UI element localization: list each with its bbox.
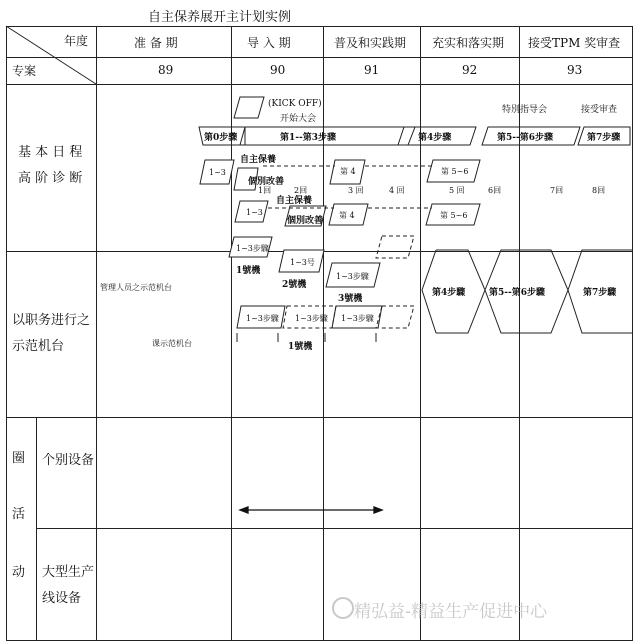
- row-label-basic-schedule: 基 本 日 程: [18, 145, 83, 160]
- self-maintenance-label-2: 自主保養: [276, 196, 313, 206]
- section-demo-machine-label: 课示范机台: [152, 339, 192, 348]
- machine-no3-label: 3號機: [338, 294, 363, 304]
- round-1: 1回: [258, 186, 272, 195]
- self-maintenance-label: 自主保養: [240, 155, 277, 165]
- section-step-1-3-b: 1~3步驟: [295, 314, 328, 323]
- step-5-6-label: 第5-‐第6步骤: [497, 133, 553, 143]
- section-step-1-3-c: 1~3步驟: [341, 314, 374, 323]
- individual-improvement-label-2: 個別改善: [287, 216, 324, 226]
- page-title: 自主保养展开主计划实例: [148, 10, 292, 25]
- demo-step-4-label: 第4步驟: [432, 288, 466, 298]
- demo-step-5-6-label: 第5-‐第6步驟: [489, 288, 545, 298]
- phase-intro: 导 入 期: [247, 36, 291, 50]
- machine-no1-label: 1號機: [236, 266, 261, 276]
- demo-step-1-3-box: 1~3步驟: [236, 244, 269, 253]
- year-header-label: 年度: [64, 34, 89, 48]
- year-92: 92: [462, 63, 478, 77]
- row-label-top-diagnosis: 高 阶 诊 断: [18, 171, 83, 186]
- year-89: 89: [158, 63, 174, 77]
- demo-step-1-3-box-2: 1~3步驟: [336, 272, 369, 281]
- stage-4-box-2: 第 4: [339, 211, 355, 220]
- kickoff-label: (KICK OFF): [268, 99, 322, 109]
- round-2: 2回: [294, 186, 308, 195]
- demo-1-3-box: 1~3号: [290, 258, 315, 267]
- phase-practice: 普及和实践期: [334, 36, 407, 50]
- project-header-label: 专案: [12, 64, 37, 78]
- stage-5-6-box: 第 5~6: [441, 167, 469, 176]
- row-label-individual-equipment: 个别设备: [42, 453, 95, 468]
- year-93: 93: [567, 63, 583, 77]
- round-5: 5 回: [449, 186, 465, 195]
- wechat-icon: [332, 597, 354, 619]
- row-label-large-line-1: 大型生产: [42, 565, 95, 580]
- stage-5-6-box-2: 第 5~6: [440, 211, 468, 220]
- round-7: 7回: [550, 186, 564, 195]
- manager-demo-machine-label: 管理人员之示范机台: [100, 283, 172, 292]
- phase-prep: 准 备 期: [134, 36, 178, 50]
- special-guide-label: 特別指导会: [502, 105, 548, 115]
- phase-establish: 充实和落实期: [432, 36, 505, 50]
- step-0-label: 第0步骤: [204, 133, 238, 143]
- kickoff-sub-label: 开始大会: [280, 114, 317, 124]
- timeline-arrow: [240, 507, 382, 513]
- row-label-circle-1: 圈: [12, 451, 26, 466]
- section-machine-no1-label: 1號機: [288, 342, 313, 352]
- round-4: 4 回: [389, 186, 405, 195]
- stage-1-3-box: 1~3: [209, 168, 226, 177]
- step-1-3-label: 第1-‐第3步骤: [280, 133, 336, 143]
- phase-tpm-review: 接受TPM 奖审查: [528, 36, 621, 50]
- step-7-label: 第7步骤: [587, 133, 621, 143]
- round-3: 3 回: [348, 186, 364, 195]
- step-4-label: 第4步骤: [418, 133, 452, 143]
- section-step-1-3-a: 1~3步驟: [246, 314, 279, 323]
- round-8: 8回: [592, 186, 606, 195]
- row-label-circle-2: 活: [12, 507, 26, 522]
- row-label-large-line-2: 线设备: [42, 591, 82, 606]
- row-label-demo-machine-2: 示范机台: [12, 339, 65, 354]
- year-90: 90: [270, 63, 286, 77]
- stage-1-3-box-2: 1~3: [246, 208, 263, 217]
- round-6: 6回: [488, 186, 502, 195]
- machine-no2-label: 2號機: [282, 280, 307, 290]
- watermark: 精弘益-精益生产促进中心: [354, 602, 548, 622]
- year-91: 91: [364, 63, 380, 77]
- row-label-circle-3: 动: [12, 565, 26, 580]
- row-label-demo-machine-1: 以职务进行之: [12, 313, 91, 328]
- accept-review-label: 接受审查: [581, 105, 618, 115]
- demo-step-7-label: 第7步驟: [583, 288, 617, 298]
- stage-4-box: 第 4: [340, 167, 356, 176]
- individual-improvement-label: 個別改善: [248, 177, 285, 187]
